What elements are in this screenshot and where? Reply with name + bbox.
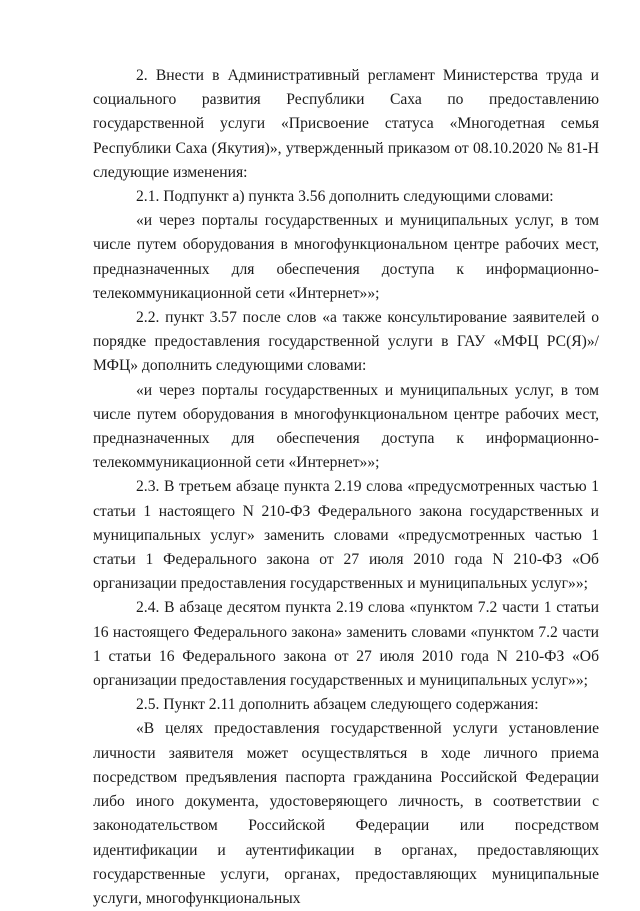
paragraph-2-2: 2.2. пункт 3.57 после слов «а также консультирование заявителей о порядке предоставления государственной услуги в ГАУ «МФЦ РС(Я)»/МФЦ» дополнить следующими словами: [93,309,599,375]
paragraph-2-1-quote: «и через порталы государственных и муниципальных услуг, в том числе путем оборудования в многофункциональном центре рабочих мест, предназначенных для обеспечения доступа к информационно-телекоммуникационной сети «Интернет»»; [93,212,599,302]
paragraph-2-1: 2.1. Подпункт а) пункта 3.56 дополнить следующими словами: [136,188,554,206]
paragraph-2-3: 2.3. В третьем абзаце пункта 2.19 слова «предусмотренных частью 1 статьи 1 настоящего N 210-ФЗ Федерального закона государственных и муниципальных услуг» заменить словами «предусмотренных частью 1 статьи 1 Федерального закона от 27 июля 2010 года N 210-ФЗ «Об организации предоставления государственных и муниципальных услуг»»; [93,478,599,593]
paragraph-2-5-quote: «В целях предоставления государственной услуги установление личности заявителя может осуществляться в ходе личного приема посредством предъявления паспорта гражданина Российской Федерации либо иного документа, удостоверяющего личность, в соответствии с законодательством Российской Федерации или посредством идентификации и аутентификации в органах, предоставляющих государственные услуги, органах, предоставляющих муниципальные услуги, многофункциональных [93,720,599,907]
paragraph-2-4: 2.4. В абзаце десятом пункта 2.19 слова «пунктом 7.2 части 1 статьи 16 настоящего Федерального закона» заменить словами «пунктом 7.2 части 1 статьи 16 Федерального закона от 27 июля 2010 года N 210-ФЗ «Об организации предоставления государственных и муниципальных услуг»»; [93,599,599,690]
paragraph-2-2-quote: «и через порталы государственных и муниципальных услуг, в том числе путем оборудования в многофункциональном центре рабочих мест, предназначенных для обеспечения доступа к информационно-телекоммуникационной сети «Интернет»»; [93,381,599,472]
document-body [93,64,599,911]
paragraph-2-5: 2.5. Пункт 2.11 дополнить абзацем следующего содержания: [136,696,539,714]
paragraph-2: 2. Внести в Административный регламент Министерства труда и социального развития Республики Саха по предоставлению государственной услуги «Присвоение статуса «Многодетная семья Республики Саха (Якутия)», утвержденный приказом от 08.10.2020 № 81-Н следующие изменения: [93,67,599,181]
